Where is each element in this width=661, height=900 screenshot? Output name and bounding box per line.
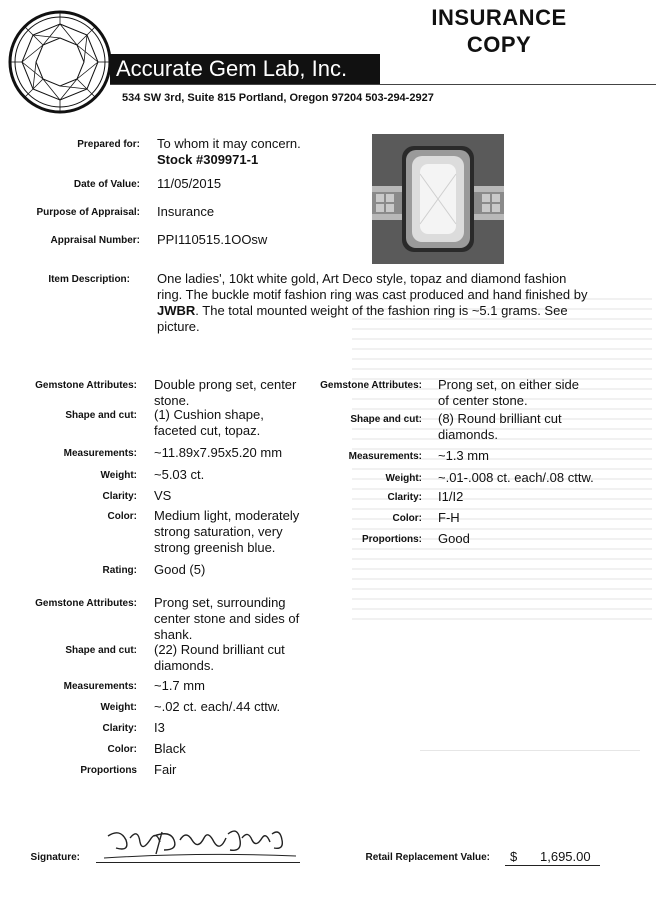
center-weight-value: ~5.03 ct. bbox=[154, 467, 205, 482]
side-clarity-value: I1/I2 bbox=[438, 489, 464, 504]
signature-line bbox=[96, 862, 300, 863]
halo-prop-label: Proportions bbox=[80, 765, 137, 776]
halo-shape-label: Shape and cut: bbox=[65, 645, 137, 656]
item-line: JWBR. The total mounted weight of the fashion ring is ~5.1 grams. See bbox=[157, 303, 568, 318]
side-attr-value: Prong set, on either side of center stone. bbox=[438, 377, 579, 408]
halo-meas-value: ~1.7 mm bbox=[154, 678, 205, 693]
handwritten-signature-icon bbox=[100, 822, 300, 862]
halo-color-label: Color: bbox=[107, 744, 137, 755]
date-of-value-label: Date of Value: bbox=[73, 179, 140, 190]
center-clarity-value: VS bbox=[154, 488, 172, 503]
ring-image-icon bbox=[372, 134, 504, 264]
halo-weight-value: ~.02 ct. each/.44 cttw. bbox=[154, 699, 281, 714]
center-shape-value: (1) Cushion shape, faceted cut, topaz. bbox=[154, 407, 264, 438]
center-meas-value: ~11.89x7.95x5.20 mm bbox=[154, 445, 283, 460]
insurance-line: INSURANCE bbox=[431, 5, 567, 30]
stock-number: Stock #309971-1 bbox=[157, 152, 259, 167]
side-clarity-label: Clarity: bbox=[387, 492, 422, 503]
side-weight-label: Weight: bbox=[385, 473, 422, 484]
side-shape-value: (8) Round brilliant cut diamonds. bbox=[438, 411, 562, 442]
lab-name-banner: Accurate Gem Lab, Inc. bbox=[110, 54, 380, 84]
item-description-label: Item Description: bbox=[48, 274, 130, 285]
side-meas-value: ~1.3 mm bbox=[438, 448, 489, 463]
side-color-label: Color: bbox=[392, 513, 422, 524]
currency-symbol: $ bbox=[510, 849, 518, 864]
appraisal-number-label: Appraisal Number: bbox=[50, 235, 140, 246]
ring-photo bbox=[372, 134, 504, 264]
center-clarity-label: Clarity: bbox=[102, 491, 137, 502]
halo-meas-label: Measurements: bbox=[63, 681, 137, 692]
lab-address: 534 SW 3rd, Suite 815 Portland, Oregon 97204 503-294-2927 bbox=[122, 92, 434, 104]
side-weight-value: ~.01-.008 ct. each/.08 cttw. bbox=[438, 470, 594, 485]
appraisal-number: PPI110515.1OOsw bbox=[157, 232, 268, 247]
retail-value-label: Retail Replacement Value: bbox=[365, 852, 490, 863]
side-attr-label: Gemstone Attributes: bbox=[320, 380, 422, 391]
halo-shape-value: (22) Round brilliant cut diamonds. bbox=[154, 642, 285, 673]
item-line: picture. bbox=[157, 319, 200, 334]
center-attr-value: Double prong set, center stone. bbox=[154, 377, 297, 408]
date-of-value: 11/05/2015 bbox=[157, 176, 222, 191]
halo-attr-value: Prong set, surrounding center stone and sides of shank. bbox=[154, 595, 300, 642]
halo-color-value: Black bbox=[154, 741, 186, 756]
side-shape-label: Shape and cut: bbox=[350, 414, 422, 425]
center-color-label: Color: bbox=[107, 511, 137, 522]
center-rating-label: Rating: bbox=[102, 565, 137, 576]
halo-clarity-label: Clarity: bbox=[102, 723, 137, 734]
center-weight-label: Weight: bbox=[100, 470, 137, 481]
item-description bbox=[157, 271, 657, 335]
side-prop-value: Good bbox=[438, 531, 470, 546]
halo-attr-label: Gemstone Attributes: bbox=[35, 598, 137, 609]
side-meas-label: Measurements: bbox=[348, 451, 422, 462]
insurance-copy-stamp bbox=[419, 4, 579, 58]
center-meas-label: Measurements: bbox=[63, 448, 137, 459]
side-prop-label: Proportions: bbox=[362, 534, 422, 545]
prepared-for-value: To whom it may concern. bbox=[157, 136, 301, 151]
copy-line: COPY bbox=[466, 32, 532, 57]
prepared-for-label: Prepared for: bbox=[77, 139, 140, 150]
signature-label: Signature: bbox=[30, 852, 80, 863]
gem-logo-icon bbox=[6, 8, 114, 116]
purpose-value: Insurance bbox=[157, 204, 215, 219]
item-line: ring. The buckle motif fashion ring was cast produced and hand finished by bbox=[157, 287, 588, 302]
halo-prop-value: Fair bbox=[154, 762, 177, 777]
bleed-through-signature bbox=[420, 750, 640, 751]
retail-value: 1,695.00 bbox=[540, 849, 591, 864]
purpose-label: Purpose of Appraisal: bbox=[36, 207, 140, 218]
center-attr-label: Gemstone Attributes: bbox=[35, 380, 137, 391]
center-shape-label: Shape and cut: bbox=[65, 410, 137, 421]
item-line: One ladies', 10kt white gold, Art Deco style, topaz and diamond fashion bbox=[157, 271, 567, 286]
halo-weight-label: Weight: bbox=[100, 702, 137, 713]
center-color-value: Medium light, moderately strong saturation, very strong greenish blue. bbox=[154, 508, 300, 555]
retail-value-line bbox=[505, 865, 600, 866]
header-rule bbox=[110, 84, 656, 85]
center-rating-value: Good (5) bbox=[154, 562, 206, 577]
halo-clarity-value: I3 bbox=[154, 720, 165, 735]
maker-code: JWBR bbox=[157, 303, 196, 318]
side-color-value: F-H bbox=[438, 510, 460, 525]
